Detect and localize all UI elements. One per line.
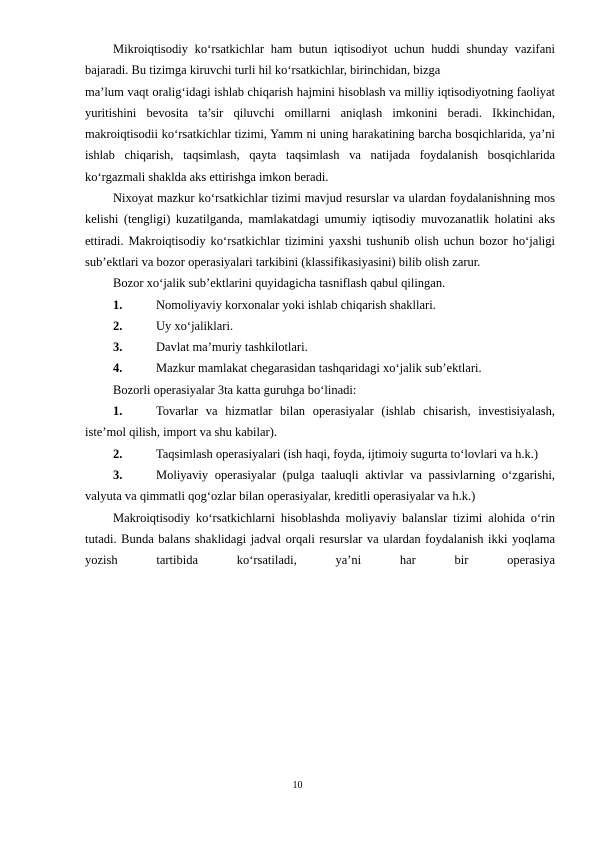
page-number: 10 xyxy=(292,780,303,791)
list-number: 2. xyxy=(113,446,123,461)
list-text: Davlat ma’muriy tashkilotlari. xyxy=(156,340,308,355)
paragraph-1: Mikroiqtisodiy ko‘rsatkichlar ham butun iqtisodiyot uchun huddi shunday vazifani bajaradi. Bu tizimga kiruvchi turli hil ko‘rsatkichlar, birinchidan, bizga xyxy=(85,42,555,78)
list-text: Uy xo‘jaliklari. xyxy=(156,318,234,333)
paragraph-6: Makroiqtisodiy ko‘rsatkichlarni hisoblashda moliyaviy balanslar tizimi alohida o‘rin tutadi. Bunda balans shaklidagi jadval orqali resurslar va ulardan foydalanish ikki yoqlama yozish tartibida ko‘rsatiladi, ya’ni har bir operasiya xyxy=(85,510,555,568)
list-number: 4. xyxy=(113,361,123,376)
list-item xyxy=(85,337,555,358)
list-number: 2. xyxy=(113,318,123,333)
list-text: Mazkur mamlakat chegarasidan tashqaridagi xo‘jalik sub’ektlari. xyxy=(156,361,482,376)
paragraph-3: Nixoyat mazkur ko‘rsatkichlar tizimi mavjud resurslar va ulardan foydalanishning mos kelishi (tengligi) kuzatilganda, mamlakatdagi umumiy iqtisodiy muvozanatlik holatini aks ettiradi. Makroiqtisodiy ko‘rsatkichlar tizimini yaxshi tushunib olish uchun bozor ho‘jaligi sub’ektlari va bozor operasiyalari tarkibini (klassifikasiyasini) bilib olish zarur. xyxy=(85,191,555,269)
list-number: 3. xyxy=(113,467,123,482)
list-text: Taqsimlash operasiyalari (ish haqi, foyda, ijtimoiy sugurta to‘lovlari va h.k.) xyxy=(156,446,539,461)
list-item xyxy=(85,401,555,444)
list-number: 3. xyxy=(113,340,123,355)
paragraph-2: ma’lum vaqt oralig‘idagi ishlab chiqarish hajmini hisoblash va milliy iqtisodiyotning faoliyat yuritishini bevosita ta’sir qiluvchi omillarni aniqlash imkonini beradi. Ikkinchidan, makroiqtisodii ko‘rsatkichlar tizimi, Yamm ni uning harakatining barcha bosqichlarida, ya’ni ishlab chiqarish, taqsimlash, qayta taqsimlash va natijada foydalanish bosqichlarida ko‘rgazmali shaklda aks ettirishga imkon beradi. xyxy=(85,84,555,184)
list-item xyxy=(85,444,555,465)
list-text: Moliyaviy operasiyalar (pulga taaluqli aktivlar va passivlarning o‘zgarishi, valyuta va qimmatli qog‘ozlar bilan operasiyalar, kreditli operasiyalar va h.k.) xyxy=(85,467,555,504)
paragraph-4: Bozor xo‘jalik sub’ektlarini quyidagicha tasniflash qabul qilingan. xyxy=(113,276,446,291)
list-number: 1. xyxy=(113,297,123,312)
body-text xyxy=(85,39,555,571)
list-text: Tovarlar va hizmatlar bilan operasiyalar (ishlab chisarish, investisiyalash, iste’mol qilish, import va shu kabilar). xyxy=(85,404,555,440)
paragraph-5: Bozorli operasiyalar 3ta katta guruhga bo‘linadi: xyxy=(113,382,357,397)
list-item xyxy=(85,295,555,316)
list-item xyxy=(85,316,555,337)
list-item xyxy=(85,465,555,508)
list-text: Nomoliyaviy korxonalar yoki ishlab chiqarish shakllari. xyxy=(156,297,436,312)
list-item xyxy=(85,358,555,379)
list-number: 1. xyxy=(113,404,123,419)
